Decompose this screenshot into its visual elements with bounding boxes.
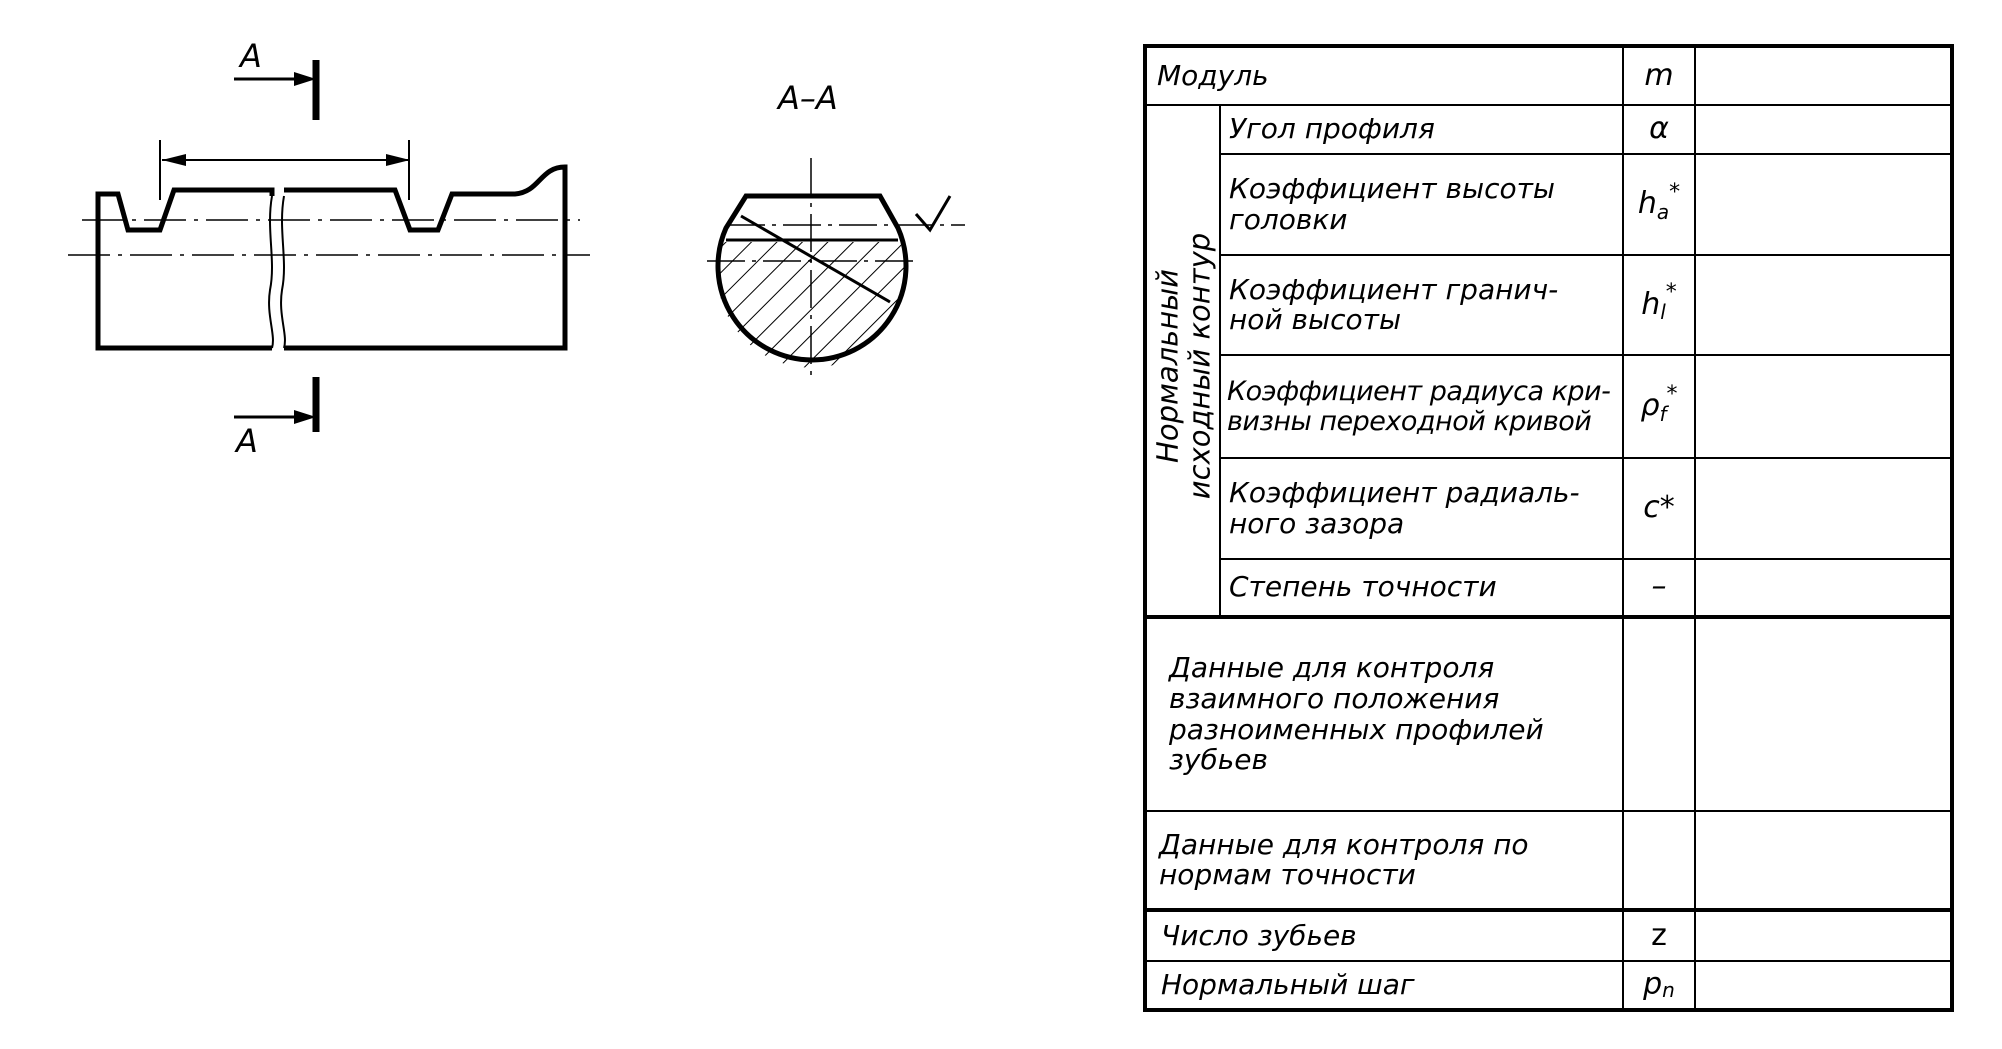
symbol-letter: h <box>1637 186 1657 222</box>
accuracy-control-label: Данные для контроля по нормам точности <box>1159 827 1529 891</box>
column-rule <box>1219 104 1221 615</box>
addendum-coefficient-symbol <box>1624 155 1694 254</box>
dim-arrow-left <box>162 154 186 166</box>
symbol-superscript: * <box>1666 381 1678 407</box>
rack-right-part <box>284 167 565 348</box>
fillet-radius-coefficient-label: Коэффициент радиуса кри- визны переходной кривой <box>1227 376 1611 437</box>
module-label: Модуль <box>1157 58 1269 92</box>
symbol-letter: h <box>1641 286 1661 322</box>
symbol-superscript: * <box>1665 280 1677 306</box>
fillet-radius-coefficient-symbol <box>1624 356 1694 457</box>
symbol-subscript: a <box>1656 199 1670 224</box>
group-label-line-1: Нормальный <box>1150 268 1185 463</box>
symbol-superscript: * <box>1669 179 1681 205</box>
symbol-subscript: n <box>1662 978 1675 1003</box>
symbol-letter: ρ <box>1640 388 1660 424</box>
boundary-height-coefficient-label: Коэффициент гранич- ной высоты <box>1229 272 1559 336</box>
symbol-letter: p <box>1643 966 1663 1002</box>
section-view-title: A–A <box>778 79 838 117</box>
section-label-top: A <box>240 37 262 75</box>
group-label-line-2: исходный контур <box>1183 232 1217 499</box>
profile-angle-symbol: α <box>1649 111 1669 147</box>
symbol-subscript: f <box>1659 401 1667 426</box>
teeth-count-symbol: z <box>1651 917 1667 953</box>
column-rule <box>1694 48 1696 1008</box>
normal-contour-group-label <box>1149 106 1219 625</box>
radial-clearance-coefficient-symbol: c* <box>1643 490 1675 526</box>
module-symbol: m <box>1644 57 1674 93</box>
symbol-subscript: l <box>1660 300 1666 325</box>
boundary-height-coefficient-symbol <box>1624 256 1694 354</box>
radial-clearance-coefficient-label: Коэффициент радиаль- ного зазора <box>1229 476 1580 540</box>
normal-pitch-symbol <box>1624 962 1694 1008</box>
accuracy-grade-symbol: – <box>1651 569 1667 605</box>
accuracy-grade-label: Степень точности <box>1229 570 1497 604</box>
normal-pitch-label: Нормальный шаг <box>1161 967 1415 1001</box>
addendum-coefficient-label: Коэффициент высоты головки <box>1229 172 1556 236</box>
dim-arrow-right <box>386 154 410 166</box>
mutual-position-control-label: Данные для контроля взаимного положения разноименных профилей зубьев <box>1169 650 1544 777</box>
break-line-left <box>269 196 273 348</box>
break-line-right <box>281 196 285 348</box>
section-label-bottom: A <box>236 422 258 460</box>
rack-left-part <box>98 190 272 348</box>
profile-angle-label: Угол профиля <box>1229 112 1435 146</box>
gear-parameter-table <box>1143 44 1954 1012</box>
teeth-count-label: Число зубьев <box>1161 918 1357 952</box>
